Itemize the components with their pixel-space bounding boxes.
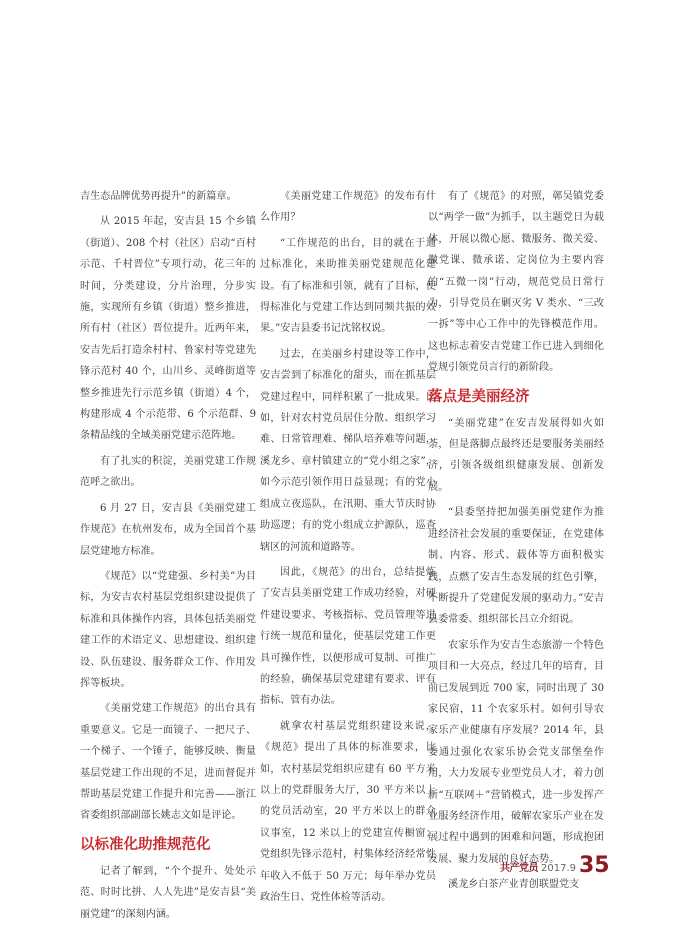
page-footer [500,855,610,877]
paragraph: 《规范》以“党建强、乡村美”为目标，为安吉农村基层党组织建设提供了标准和具体操作内容，具体包括美丽党建工作的术语定义、思想建设、组织建设、队伍建设、服务群众工作、作用发挥等板块。 [80,570,256,689]
paragraph: 溪龙乡白茶产业青创联盟党支 [448,879,580,891]
paragraph: 有了扎实的积淀，美丽党建工作规范呼之欲出。 [80,455,256,489]
paragraph: 有了《规范》的对照，鄣吴镇党委以“两学一做”为抓手，以主题党日为载体，开展以微心愿、微服务、微关爱、微党课、微承诺、定岗位为主要内容的“五微一岗”行动，规范党员日常行为，引导党员在剿灭劣 V 类水、“三改一拆”等中心工作中的先锋模范作用。这也标志着安吉党建工作已进入到细化党规引领党员言行的新阶段。 [428,191,604,374]
paragraph: 记者了解到，“个个提升、处处示范、时时比拼、人人先进”是安吉县“美丽党建”的深刻内涵。 [80,865,256,920]
article-column-1 [80,186,256,929]
paragraph: 农家乐作为安吉生态旅游一个特色项目和一大亮点，经过几年的培育，目前已发展到近 700 家，同时出现了 30 家民宿，11 个农家乐村。如何引导农家乐产业健康有序发展？2014 年，县委通过强化农家乐协会党支部堡垒作用，大力发展专业型党员人才，着力创新“互联网＋”营销模式，进一步发挥产业服务经济作用，破解农家乐产业在发展过程中遇到的困难和问题，形成抱团发展、聚力发展的良好态势。 [428,639,604,865]
paragraph: 过去，在美丽乡村建设等工作中，安吉尝到了标准化的甜头，而在抓基层党建过程中，同样积累了一批成果。比如，针对农村党员居住分散、组织学习难、日常管理难、梯队培养难等问题，溪龙乡、章村镇建立的“党小组之家”，如今示范引领作用日益显现；有的党小组成立夜巡队，在汛期、重大节庆时协助巡逻；有的党小组成立护源队，巡查辖区的河流和道路等。 [260,348,436,553]
paragraph: “工作规范的出台，目的就在于通过标准化，来助推美丽党建规范化建设。有了标准和引领，就有了目标，使得标准化与党建工作达到同频共振的效果。”安吉县委书记沈铭权说。 [260,237,436,335]
magazine-brand: 共产党员 [500,863,538,874]
paragraph: 就拿农村基层党组织建设来说，《规范》提出了具体的标准要求，比如，农村基层党组织应建有 60 平方米以上的党群服务大厅，30 平方米以上的党员活动室，20 平方米以上的群众议事室，12 米以上的党建宣传橱窗；党组织先锋示范村，村集体经济经常性年收入不低于 50 万元；每年举办党员政治生日、党性体检等活动。 [260,720,436,903]
article-column-3 [428,186,604,900]
issue-date: 2017.9 [541,863,576,874]
section-heading-beautiful-economy: 落点是美丽经济 [428,388,530,405]
article-column-2 [260,186,436,912]
paragraph: 6 月 27 日，安吉县《美丽党建工作规范》在杭州发布，成为全国首个基层党建地方标准。 [80,502,256,557]
paragraph: “县委坚持把加强美丽党建作为推进经济社会发展的重要保证，在党建体制、内容、形式、载体等方面积极实践，点燃了安吉生态发展的红色引擎，不断提升了党建促发展的驱动力。”安吉县委常委、组织部长吕立介绍说。 [428,507,604,626]
paragraph: “美丽党建”在安吉发展得如火如荼，但是落脚点最终还是要服务美丽经济，引领各级组织健康发展、创新发展。 [428,417,604,493]
paragraph: 从 2015 年起，安吉县 15 个乡镇（街道）、208 个村（社区）启动“百村示范、千村晋位”专项行动，花三年的时间，分类建设，分片治理，分步实施，实现所有乡镇（街道）整乡推进，所有村（社区）晋位提升。近两年来，安吉先后打造余村村、鲁家村等党建先锋示范村 40 个，山川乡、灵峰街道等整乡推进先行示范乡镇（街道）4 个，构建形成 4 个示范带、6 个示范群、9 条精品线的全域美丽党建示范阵地。 [80,216,256,442]
paragraph: 因此，《规范》的出台，总结提炼了安吉县美丽党建工作成功经验，对硬件建设要求、考核指标、党员管理等进行统一规范和量化，使基层党建工作更具可操作性，以便形成可复制、可推广的经验，确保基层党建建有要求、评有指标、管有办法。 [260,566,436,707]
section-heading-standardization: 以标准化助推规范化 [80,836,211,853]
paragraph: 《美丽党建工作规范》的发布有什么作用？ [260,191,436,224]
page-number: 35 [579,853,610,878]
paragraph: 《美丽党建工作规范》的出台具有重要意义。它是一面镜子、一把尺子、一个梯子、一个锤子，能够反映、衡量基层党建工作出现的不足，进而督促并帮助基层党建工作提升和完善——浙江省委组织部副部长姚志文如是评论。 [80,703,256,822]
paragraph: 吉生态品牌优势再提升”的新篇章。 [80,191,237,202]
